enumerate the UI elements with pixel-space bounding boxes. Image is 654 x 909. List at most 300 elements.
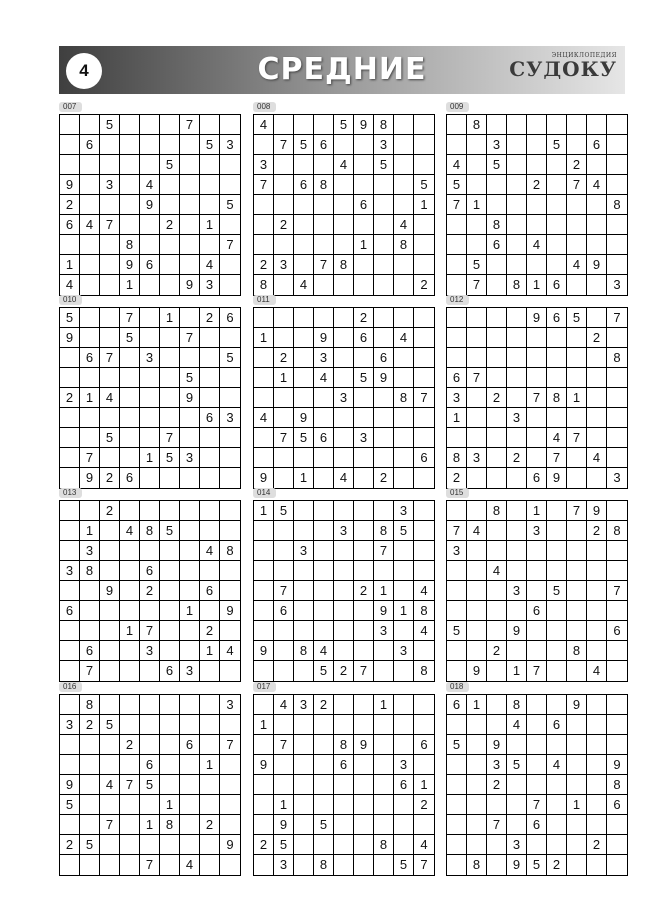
sudoku-cell [547, 215, 567, 235]
sudoku-cell: 5 [80, 835, 100, 855]
sudoku-cell [140, 135, 160, 155]
sudoku-cell: 7 [180, 115, 200, 135]
sudoku-cell [254, 195, 274, 215]
sudoku-cell [140, 835, 160, 855]
sudoku-cell [120, 815, 140, 835]
sudoku-cell [140, 735, 160, 755]
sudoku-cell [414, 695, 434, 715]
sudoku-grid [253, 500, 435, 682]
sudoku-cell: 6 [447, 368, 467, 388]
sudoku-cell [567, 135, 587, 155]
sudoku-cell [80, 795, 100, 815]
sudoku-cell [414, 408, 434, 428]
sudoku-cell [100, 135, 120, 155]
sudoku-cell [567, 835, 587, 855]
sudoku-cell [180, 795, 200, 815]
sudoku-cell [374, 215, 394, 235]
sudoku-cell [354, 561, 374, 581]
sudoku-cell [314, 115, 334, 135]
sudoku-cell [220, 155, 240, 175]
sudoku-cell [100, 521, 120, 541]
sudoku-cell: 3 [507, 581, 527, 601]
sudoku-cell [487, 175, 507, 195]
sudoku-cell [587, 195, 607, 215]
sudoku-grid [446, 694, 628, 876]
sudoku-cell: 6 [354, 195, 374, 215]
sudoku-cell: 6 [80, 135, 100, 155]
sudoku-cell [140, 601, 160, 621]
sudoku-cell: 2 [487, 388, 507, 408]
sudoku-cell: 8 [607, 348, 627, 368]
sudoku-cell [120, 855, 140, 875]
sudoku-cell [180, 715, 200, 735]
sudoku-cell [607, 388, 627, 408]
sudoku-cell [80, 195, 100, 215]
sudoku-cell: 8 [507, 695, 527, 715]
sudoku-puzzle [446, 676, 626, 876]
sudoku-cell [607, 408, 627, 428]
sudoku-cell [414, 135, 434, 155]
sudoku-cell [607, 601, 627, 621]
sudoku-cell: 4 [487, 561, 507, 581]
sudoku-cell [180, 621, 200, 641]
sudoku-cell [567, 621, 587, 641]
sudoku-cell [354, 795, 374, 815]
sudoku-cell [200, 195, 220, 215]
sudoku-cell: 2 [587, 328, 607, 348]
sudoku-cell: 7 [120, 775, 140, 795]
sudoku-cell: 7 [180, 328, 200, 348]
sudoku-cell [294, 755, 314, 775]
sudoku-cell [180, 501, 200, 521]
sudoku-cell: 5 [274, 501, 294, 521]
sudoku-cell: 2 [254, 255, 274, 275]
sudoku-cell [527, 135, 547, 155]
sudoku-cell [294, 255, 314, 275]
sudoku-cell [447, 561, 467, 581]
sudoku-cell [294, 815, 314, 835]
sudoku-cell: 3 [200, 275, 220, 295]
sudoku-cell: 7 [447, 521, 467, 541]
sudoku-cell [487, 695, 507, 715]
sudoku-cell [374, 815, 394, 835]
sudoku-cell [547, 835, 567, 855]
sudoku-cell [587, 775, 607, 795]
sudoku-cell [607, 175, 627, 195]
sudoku-cell: 4 [180, 855, 200, 875]
sudoku-cell [80, 855, 100, 875]
sudoku-cell [100, 641, 120, 661]
sudoku-cell [547, 775, 567, 795]
sudoku-cell [120, 215, 140, 235]
sudoku-cell: 5 [334, 115, 354, 135]
sudoku-cell: 1 [414, 775, 434, 795]
sudoku-cell [180, 348, 200, 368]
sudoku-cell [374, 328, 394, 348]
sudoku-cell [354, 448, 374, 468]
sudoku-cell [527, 115, 547, 135]
sudoku-cell: 1 [120, 275, 140, 295]
sudoku-cell [567, 755, 587, 775]
sudoku-cell: 1 [80, 388, 100, 408]
sudoku-cell: 5 [180, 368, 200, 388]
sudoku-cell [160, 755, 180, 775]
sudoku-cell: 6 [354, 328, 374, 348]
sudoku-cell [180, 815, 200, 835]
sudoku-grid [59, 114, 241, 296]
sudoku-cell: 6 [80, 641, 100, 661]
sudoku-cell: 2 [487, 641, 507, 661]
sudoku-cell [587, 428, 607, 448]
sudoku-cell [414, 561, 434, 581]
sudoku-cell [254, 215, 274, 235]
sudoku-cell [467, 501, 487, 521]
sudoku-cell [294, 348, 314, 368]
sudoku-cell [374, 308, 394, 328]
sudoku-cell: 3 [394, 641, 414, 661]
sudoku-cell [527, 541, 547, 561]
puzzle-number: 012 [446, 295, 469, 305]
sudoku-cell [120, 641, 140, 661]
sudoku-cell: 4 [334, 468, 354, 488]
puzzle-number: 013 [59, 488, 82, 498]
sudoku-cell: 9 [60, 328, 80, 348]
sudoku-cell [394, 348, 414, 368]
sudoku-cell [354, 641, 374, 661]
sudoku-cell [220, 388, 240, 408]
sudoku-cell [374, 388, 394, 408]
sudoku-cell [220, 581, 240, 601]
sudoku-cell [120, 408, 140, 428]
sudoku-cell: 9 [220, 835, 240, 855]
sudoku-cell [394, 815, 414, 835]
sudoku-cell [254, 448, 274, 468]
sudoku-cell: 4 [314, 641, 334, 661]
sudoku-puzzle [446, 96, 626, 296]
sudoku-cell [60, 521, 80, 541]
sudoku-cell [294, 448, 314, 468]
sudoku-cell [507, 541, 527, 561]
sudoku-cell [294, 715, 314, 735]
sudoku-cell [100, 308, 120, 328]
sudoku-cell [80, 368, 100, 388]
sudoku-cell [487, 795, 507, 815]
sudoku-cell [100, 601, 120, 621]
sudoku-cell [220, 255, 240, 275]
sudoku-cell [180, 428, 200, 448]
sudoku-cell: 9 [254, 641, 274, 661]
sudoku-cell: 9 [80, 468, 100, 488]
sudoku-cell: 8 [487, 215, 507, 235]
sudoku-cell: 4 [120, 521, 140, 541]
sudoku-cell [467, 561, 487, 581]
sudoku-cell [334, 175, 354, 195]
sudoku-cell [100, 561, 120, 581]
sudoku-cell [200, 775, 220, 795]
sudoku-cell [547, 115, 567, 135]
sudoku-cell: 3 [507, 408, 527, 428]
sudoku-cell [547, 641, 567, 661]
sudoku-cell [527, 215, 547, 235]
sudoku-cell [374, 561, 394, 581]
sudoku-cell [607, 561, 627, 581]
sudoku-cell: 3 [180, 448, 200, 468]
sudoku-cell [487, 715, 507, 735]
sudoku-cell [527, 715, 547, 735]
sudoku-cell [200, 368, 220, 388]
sudoku-cell [180, 195, 200, 215]
sudoku-cell [587, 155, 607, 175]
sudoku-cell: 2 [527, 175, 547, 195]
sudoku-cell [507, 501, 527, 521]
sudoku-cell [527, 581, 547, 601]
sudoku-cell [587, 695, 607, 715]
sudoku-cell [314, 835, 334, 855]
sudoku-cell [314, 735, 334, 755]
sudoku-cell [374, 448, 394, 468]
sudoku-cell: 8 [80, 561, 100, 581]
sudoku-cell [294, 115, 314, 135]
sudoku-cell [120, 388, 140, 408]
sudoku-cell: 5 [274, 835, 294, 855]
sudoku-cell [200, 715, 220, 735]
sudoku-cell: 8 [447, 448, 467, 468]
sudoku-cell [487, 348, 507, 368]
sudoku-cell: 8 [140, 521, 160, 541]
sudoku-cell [254, 581, 274, 601]
sudoku-cell [334, 815, 354, 835]
sudoku-cell [80, 501, 100, 521]
sudoku-cell [274, 175, 294, 195]
sudoku-cell [414, 155, 434, 175]
page-title: СРЕДНИЕ [257, 52, 427, 87]
sudoku-cell [100, 855, 120, 875]
sudoku-cell [507, 368, 527, 388]
sudoku-cell: 5 [160, 155, 180, 175]
sudoku-cell: 3 [80, 541, 100, 561]
sudoku-cell [507, 388, 527, 408]
sudoku-cell [567, 715, 587, 735]
sudoku-cell [447, 775, 467, 795]
sudoku-cell [567, 348, 587, 368]
sudoku-cell [294, 155, 314, 175]
puzzle-number: 014 [253, 488, 276, 498]
sudoku-cell: 4 [587, 661, 607, 681]
sudoku-cell: 3 [447, 388, 467, 408]
sudoku-cell [160, 235, 180, 255]
sudoku-cell: 9 [507, 855, 527, 875]
sudoku-puzzle [59, 676, 239, 876]
sudoku-puzzle [59, 289, 239, 489]
sudoku-cell: 8 [374, 521, 394, 541]
sudoku-cell [547, 815, 567, 835]
sudoku-cell: 7 [354, 661, 374, 681]
sudoku-cell: 7 [160, 428, 180, 448]
sudoku-cell [120, 835, 140, 855]
sudoku-cell [200, 735, 220, 755]
sudoku-cell: 4 [394, 328, 414, 348]
sudoku-cell [567, 448, 587, 468]
sudoku-cell [487, 428, 507, 448]
sudoku-cell [374, 255, 394, 275]
sudoku-puzzle [253, 676, 433, 876]
sudoku-cell: 3 [60, 561, 80, 581]
sudoku-cell [547, 501, 567, 521]
sudoku-cell: 9 [467, 661, 487, 681]
sudoku-cell [607, 368, 627, 388]
sudoku-cell: 5 [567, 308, 587, 328]
sudoku-cell [220, 561, 240, 581]
sudoku-cell: 4 [547, 755, 567, 775]
sudoku-cell: 8 [80, 695, 100, 715]
sudoku-cell [547, 408, 567, 428]
sudoku-cell [334, 235, 354, 255]
sudoku-cell [587, 408, 607, 428]
sudoku-cell [200, 328, 220, 348]
sudoku-cell [314, 521, 334, 541]
sudoku-cell [374, 795, 394, 815]
sudoku-cell [60, 735, 80, 755]
sudoku-cell: 9 [100, 581, 120, 601]
sudoku-cell [547, 348, 567, 368]
sudoku-cell [374, 715, 394, 735]
sudoku-cell [334, 795, 354, 815]
sudoku-cell [80, 115, 100, 135]
sudoku-cell: 1 [140, 448, 160, 468]
sudoku-cell: 8 [254, 275, 274, 295]
sudoku-cell [334, 621, 354, 641]
sudoku-cell [160, 561, 180, 581]
sudoku-cell: 5 [100, 715, 120, 735]
sudoku-cell [314, 155, 334, 175]
sudoku-cell [587, 855, 607, 875]
sudoku-cell: 6 [160, 661, 180, 681]
sudoku-cell [314, 215, 334, 235]
sudoku-cell [314, 775, 334, 795]
sudoku-cell: 8 [607, 775, 627, 795]
sudoku-cell [294, 621, 314, 641]
sudoku-cell [160, 735, 180, 755]
sudoku-cell: 7 [274, 428, 294, 448]
sudoku-cell: 5 [414, 175, 434, 195]
sudoku-cell: 4 [394, 215, 414, 235]
sudoku-cell [547, 235, 567, 255]
sudoku-cell [547, 795, 567, 815]
sudoku-cell: 9 [254, 755, 274, 775]
sudoku-cell: 2 [254, 835, 274, 855]
sudoku-cell: 2 [314, 695, 334, 715]
sudoku-cell [394, 195, 414, 215]
sudoku-cell: 7 [274, 581, 294, 601]
sudoku-cell [80, 328, 100, 348]
sudoku-cell [607, 235, 627, 255]
sudoku-cell [447, 755, 467, 775]
sudoku-cell [314, 308, 334, 328]
sudoku-cell: 2 [567, 155, 587, 175]
sudoku-cell [180, 175, 200, 195]
sudoku-cell: 7 [140, 855, 160, 875]
sudoku-cell [587, 641, 607, 661]
sudoku-cell [394, 368, 414, 388]
sudoku-cell: 1 [160, 795, 180, 815]
sudoku-cell: 4 [414, 581, 434, 601]
sudoku-cell [274, 328, 294, 348]
sudoku-cell: 1 [467, 195, 487, 215]
sudoku-cell [60, 581, 80, 601]
sudoku-cell [294, 855, 314, 875]
sudoku-cell [334, 695, 354, 715]
sudoku-cell: 4 [80, 215, 100, 235]
sudoku-cell [334, 641, 354, 661]
sudoku-cell: 5 [294, 428, 314, 448]
sudoku-cell [467, 155, 487, 175]
sudoku-cell [100, 695, 120, 715]
puzzle-number: 018 [446, 682, 469, 692]
sudoku-cell [120, 115, 140, 135]
sudoku-cell [200, 835, 220, 855]
sudoku-cell [180, 235, 200, 255]
sudoku-cell: 4 [274, 695, 294, 715]
sudoku-cell: 1 [80, 521, 100, 541]
sudoku-cell [547, 541, 567, 561]
sudoku-cell: 2 [587, 835, 607, 855]
sudoku-cell [180, 521, 200, 541]
sudoku-cell: 9 [60, 775, 80, 795]
sudoku-cell: 7 [220, 235, 240, 255]
sudoku-cell [507, 521, 527, 541]
sudoku-cell [200, 155, 220, 175]
sudoku-cell [140, 541, 160, 561]
sudoku-cell [80, 235, 100, 255]
sudoku-cell: 7 [567, 501, 587, 521]
sudoku-cell [414, 308, 434, 328]
sudoku-cell [80, 581, 100, 601]
sudoku-cell: 1 [274, 368, 294, 388]
sudoku-cell: 6 [414, 448, 434, 468]
sudoku-cell: 6 [414, 735, 434, 755]
sudoku-cell: 6 [547, 715, 567, 735]
sudoku-cell [354, 175, 374, 195]
sudoku-cell [100, 255, 120, 275]
sudoku-cell [487, 115, 507, 135]
sudoku-cell [467, 715, 487, 735]
sudoku-cell [314, 755, 334, 775]
sudoku-cell [467, 235, 487, 255]
sudoku-cell [487, 835, 507, 855]
sudoku-cell: 9 [587, 255, 607, 275]
sudoku-cell: 2 [80, 715, 100, 735]
sudoku-cell [567, 775, 587, 795]
sudoku-cell [200, 448, 220, 468]
sudoku-cell [220, 815, 240, 835]
sudoku-cell: 4 [294, 275, 314, 295]
sudoku-cell [160, 601, 180, 621]
sudoku-cell [607, 155, 627, 175]
sudoku-cell [120, 715, 140, 735]
sudoku-cell: 1 [567, 388, 587, 408]
sudoku-cell [60, 135, 80, 155]
sudoku-cell [394, 581, 414, 601]
sudoku-cell [334, 855, 354, 875]
sudoku-cell: 8 [160, 815, 180, 835]
sudoku-cell [80, 308, 100, 328]
sudoku-cell [314, 795, 334, 815]
sudoku-cell [507, 175, 527, 195]
sudoku-cell [314, 501, 334, 521]
sudoku-cell [527, 255, 547, 275]
sudoku-cell: 9 [587, 501, 607, 521]
sudoku-cell: 2 [354, 581, 374, 601]
